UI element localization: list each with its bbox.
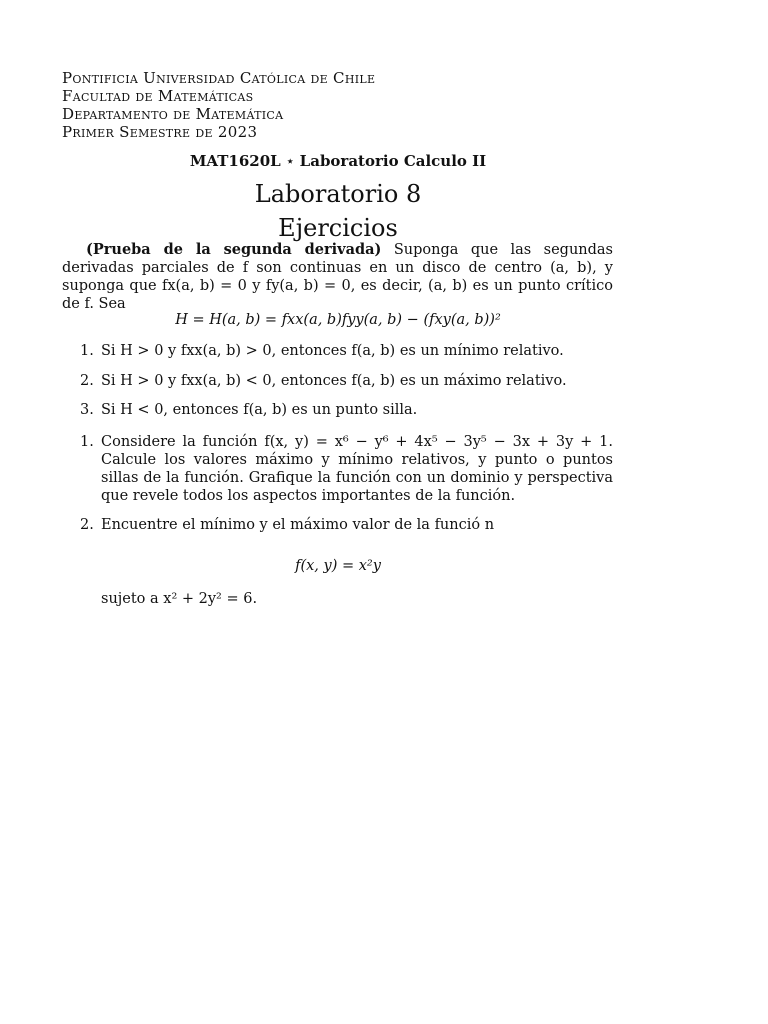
criterion-item-1 — [80, 342, 613, 360]
objective-function: f(x, y) = x²y — [295, 558, 381, 574]
faculty-name: Facultad de Matemáticas — [62, 87, 254, 105]
course-code: MAT1620L — [189, 152, 281, 170]
course-name: Laboratorio Calculo II — [299, 152, 487, 170]
intro-text: Suponga que las segundas derivadas parciales de f son continuas en un disco de centro (a, b), y suponga que fx(a, b) = 0 y fy(a, b) = 0, es decir, (a, b) es un punto crítico de f. Sea — [62, 242, 614, 312]
criterion-number: 3. — [80, 402, 94, 418]
exercise-number: 1. — [80, 434, 94, 450]
page-title: Laboratorio 8 — [254, 180, 422, 208]
criterion-text: Si H < 0, entonces f(a, b) es un punto silla. — [101, 402, 418, 418]
criterion-text: Si H > 0 y fxx(a, b) > 0, entonces f(a, b) es un mínimo relativo. — [101, 343, 564, 359]
exercise-item-2 — [80, 516, 613, 534]
hessian-equation: H = H(a, b) = fxx(a, b)fyy(a, b) − (fxy(a, b))² — [175, 312, 501, 328]
star-separator: ⋆ — [285, 152, 295, 170]
exercise-item-1 — [80, 433, 613, 505]
intro-paragraph — [62, 241, 613, 313]
criterion-text: Si H > 0 y fxx(a, b) < 0, entonces f(a, b) es un máximo relativo. — [101, 373, 567, 389]
institution-header — [62, 69, 375, 141]
criterion-item-2 — [80, 372, 613, 390]
department-name: Departamento de Matemática — [62, 105, 284, 123]
course-line — [0, 152, 676, 170]
criterion-number: 2. — [80, 373, 94, 389]
intro-bold-heading: (Prueba de la segunda derivada) — [86, 241, 382, 258]
criterion-item-3 — [80, 401, 613, 419]
semester: Primer Semestre de 2023 — [62, 123, 258, 141]
criterion-number: 1. — [80, 343, 94, 359]
constraint-text: sujeto a x² + 2y² = 6. — [101, 591, 258, 607]
exercise-text: Encuentre el mínimo y el máximo valor de la funció n — [101, 517, 495, 533]
university-name: Pontificia Universidad Católica de Chile — [62, 69, 376, 87]
exercise-text: Considere la función f(x, y) = x⁶ − y⁶ + 4x⁵ − 3y⁵ − 3x + 3y + 1. Calcule los valores máximo y mínimo relativos, y punto o puntos sillas de la función. Grafique la función con un dominio y perspectiva que revele todos los aspectos importantes de la función. — [101, 434, 613, 504]
exercise-number: 2. — [80, 517, 94, 533]
page-subtitle: Ejercicios — [278, 214, 398, 242]
